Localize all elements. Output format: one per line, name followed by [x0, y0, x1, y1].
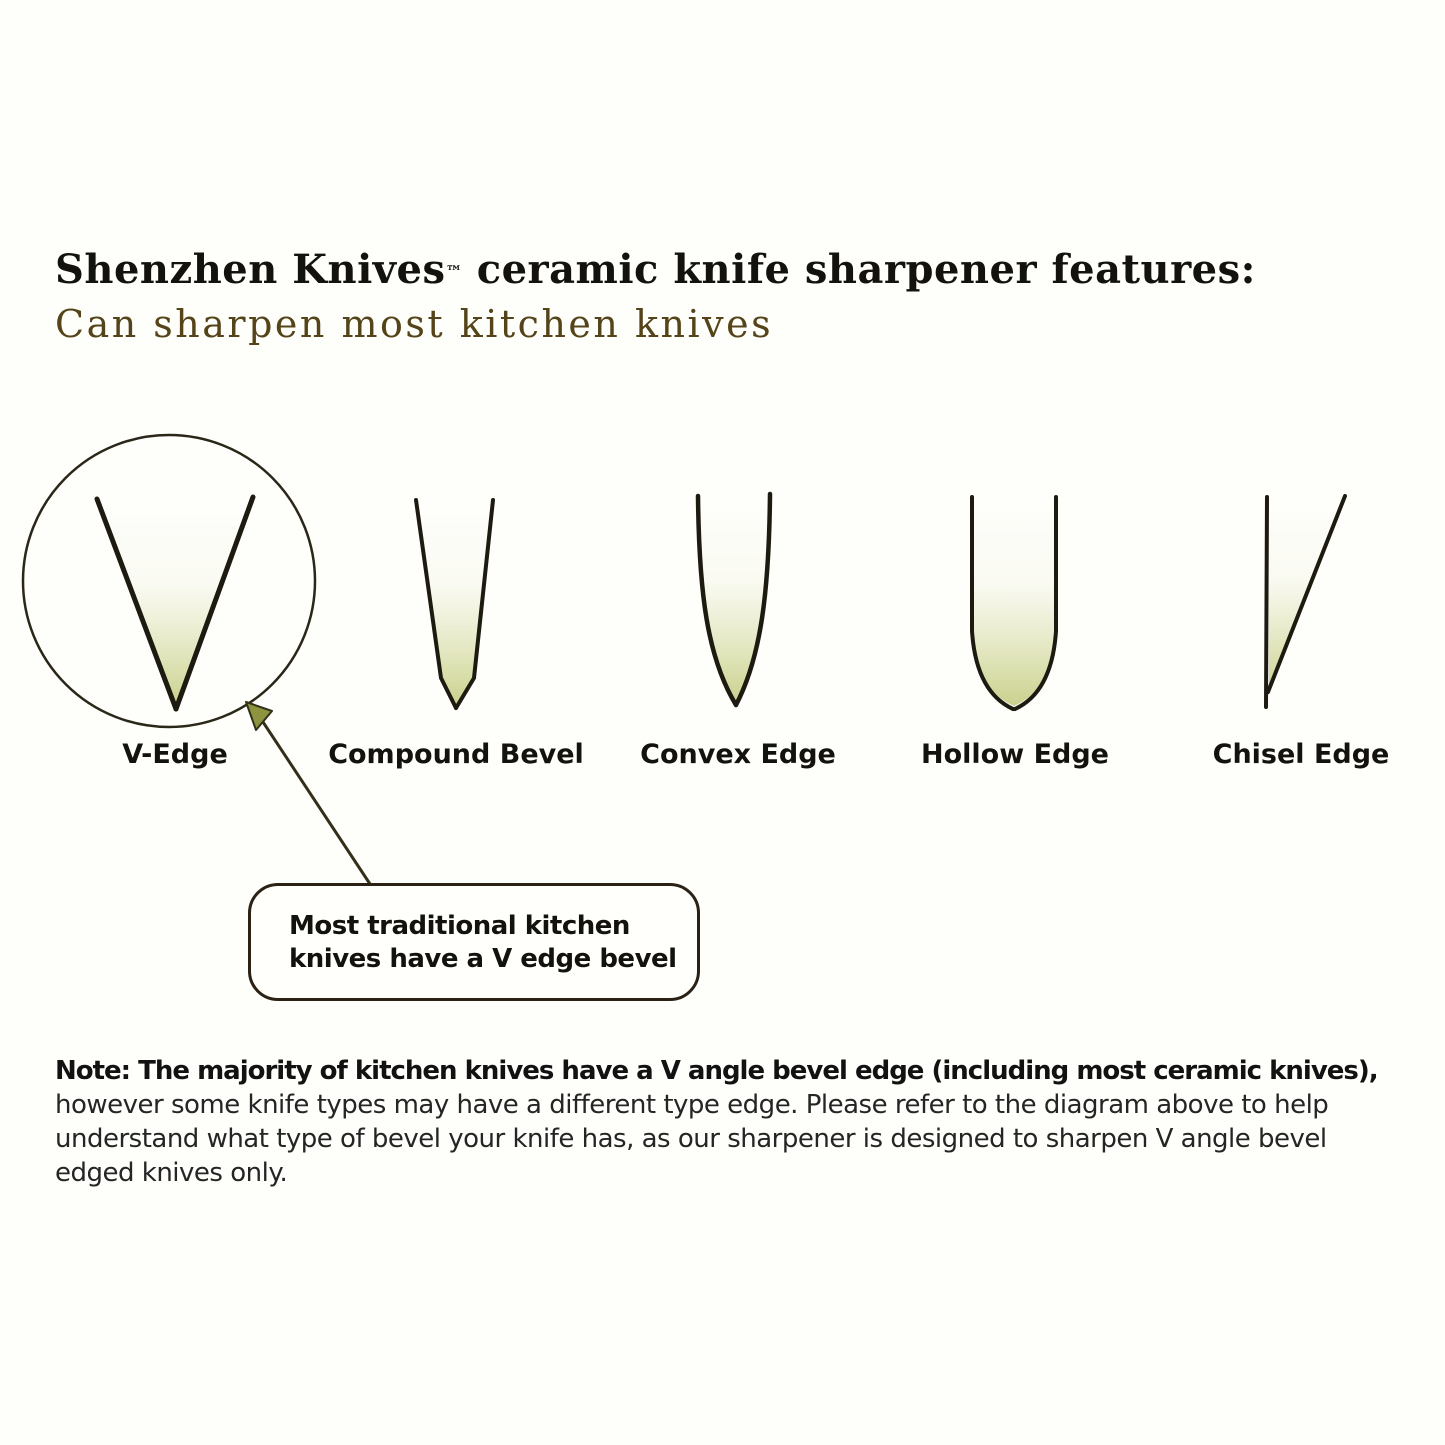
edge-label-chisel-edge: Chisel Edge — [1212, 739, 1390, 770]
arrowhead-icon — [246, 702, 272, 730]
callout-text-line1: Most traditional kitchen — [289, 910, 630, 941]
compound-bevel-shape — [416, 500, 493, 708]
note-line-bold: Note: The majority of kitchen knives have a V angle bevel edge (including most ceramic knives), — [55, 1056, 1378, 1086]
edge-label-hollow-edge: Hollow Edge — [921, 739, 1109, 770]
v-edge-shape — [97, 497, 253, 709]
note-line-2: however some knife types may have a different type edge. Please refer to the diagram above to help — [55, 1090, 1329, 1120]
convex-edge-shape — [698, 494, 770, 705]
edge-label-convex-edge: Convex Edge — [640, 739, 836, 770]
chisel-edge-shape — [1266, 496, 1345, 707]
note-line-3: understand what type of bevel your knife has, as our sharpener is designed to sharpen V angle bevel — [55, 1124, 1327, 1154]
callout-arrow — [246, 702, 370, 884]
title-rest: ceramic knife sharpener features: — [462, 246, 1256, 293]
edge-label-compound-bevel: Compound Bevel — [328, 739, 584, 770]
callout-box — [248, 883, 700, 1001]
page-subtitle: Can sharpen most kitchen knives — [55, 302, 774, 346]
note-line-4: edged knives only. — [55, 1158, 288, 1188]
brand-name: Shenzhen Knives — [55, 246, 446, 293]
trademark-symbol: ™ — [445, 261, 463, 282]
hollow-edge-shape — [972, 497, 1056, 709]
edge-label-v-edge: V-Edge — [122, 739, 228, 770]
note-paragraph — [55, 1054, 1415, 1190]
callout-text-line2: knives have a V edge bevel — [289, 943, 677, 974]
